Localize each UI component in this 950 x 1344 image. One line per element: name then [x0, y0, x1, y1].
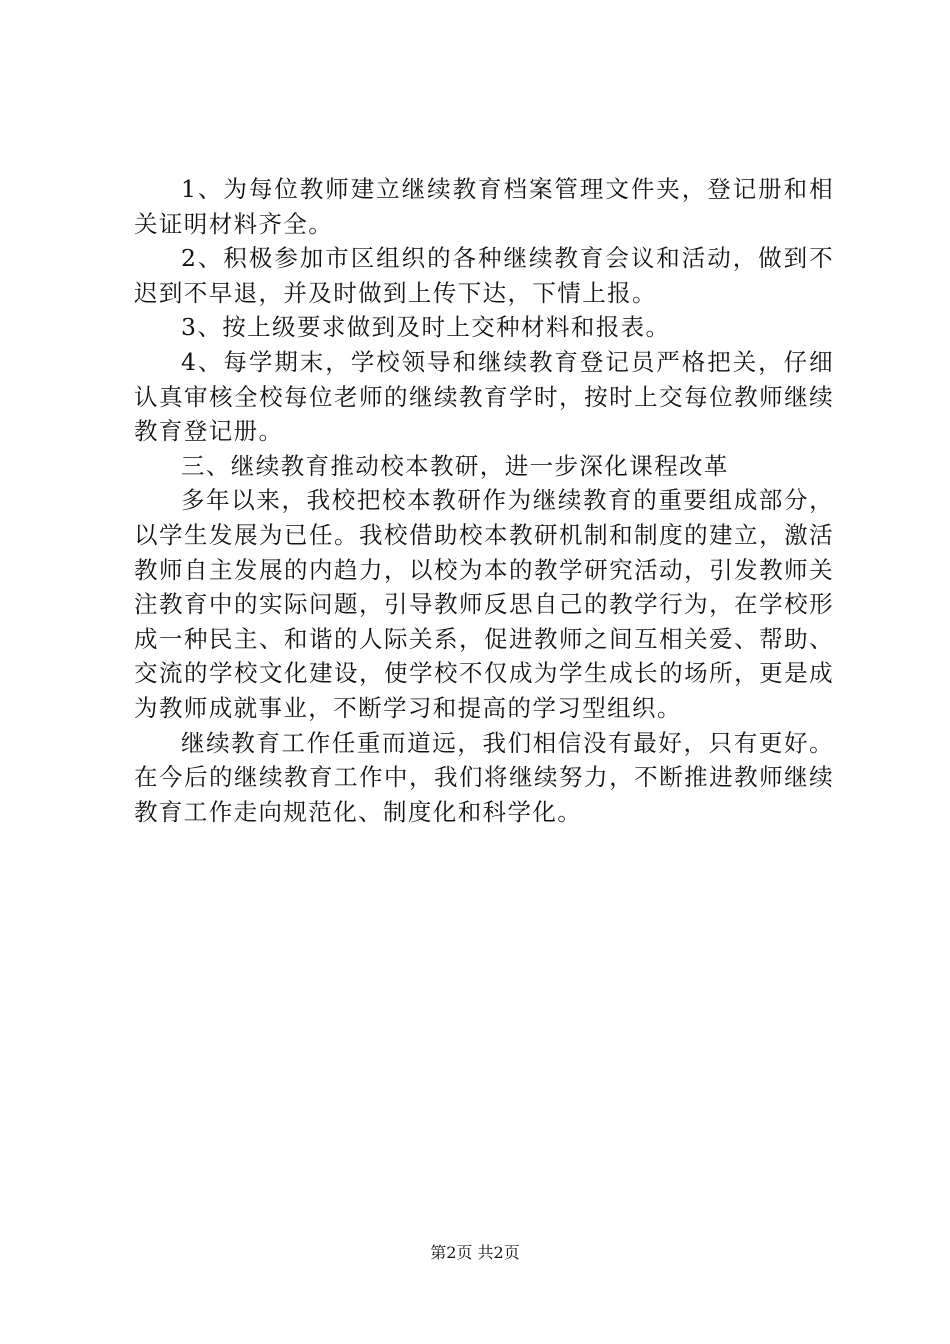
paragraph-school-research: 多年以来，我校把校本教研作为继续教育的重要组成部分，以学生发展为已任。我校借助校本教研机制和制度的建立，激活教师自主发展的内趋力，以校为本的教学研究活动，引发教师关注教育中的实际问题，引导教师反思自己的教学行为，在学校形成一种民主、和谐的人际关系，促进教师之间互相关爱、帮助、交流的学校文化建设，使学校不仅成为学生成长的场所，更是成为教师成就事业，不断学习和提高的学习型组织。 [134, 486, 834, 722]
page-footer: 第2页 共2页 [430, 1243, 520, 1262]
paragraph-conclusion: 继续教育工作任重而道远，我们相信没有最好，只有更好。在今后的继续教育工作中，我们将继续努力，不断推进教师继续教育工作走向规范化、制度化和科学化。 [134, 728, 834, 826]
paragraph-item-4: 4、每学期末，学校领导和继续教育登记员严格把关，仔细认真审核全校每位老师的继续教育学时，按时上交每位教师继续教育登记册。 [134, 347, 834, 446]
paragraph-item-2: 2、积极参加市区组织的各种继续教育会议和活动，做到不迟到不早退，并及时做到上传下达，下情上报。 [134, 244, 834, 307]
paragraph-item-3: 3、按上级要求做到及时上交种材料和报表。 [181, 313, 671, 342]
paragraph-item-1: 1、为每位教师建立继续教育档案管理文件夹，登记册和相关证明材料齐全。 [134, 175, 834, 238]
document-body [134, 172, 834, 829]
section-heading-3: 三、继续教育推动校本教研，进一步深化课程改革 [181, 451, 729, 480]
